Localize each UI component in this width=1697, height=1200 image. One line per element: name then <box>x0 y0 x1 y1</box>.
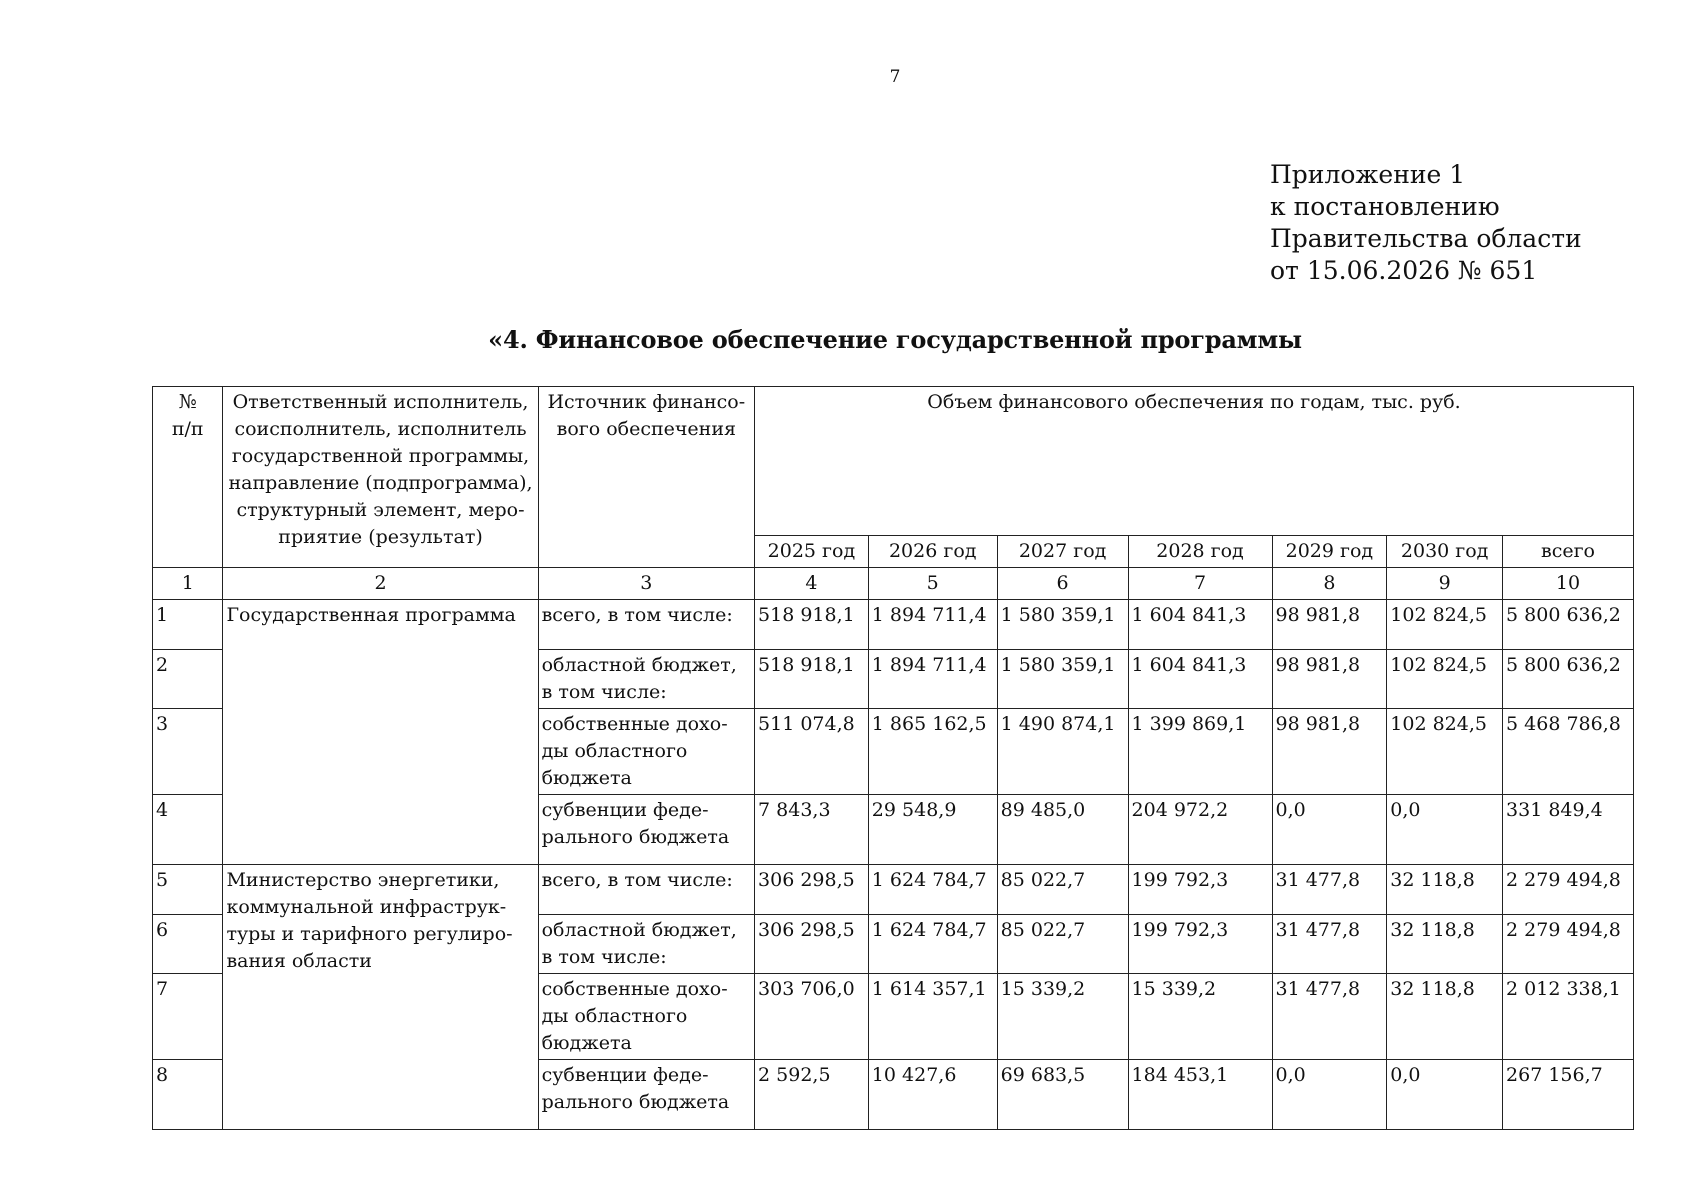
total-value-cell: 2 279 494,8 <box>1503 915 1634 974</box>
financing-table <box>152 386 1634 1130</box>
year-value-cell: 1 604 841,3 <box>1128 600 1272 650</box>
source-cell <box>538 709 754 795</box>
source-line: всего, в том числе: <box>541 604 733 626</box>
document-title: «4. Финансовое обеспечение государственной программы <box>488 325 1302 354</box>
year-value-cell: 511 074,8 <box>755 709 869 795</box>
year-value-cell: 0,0 <box>1272 795 1387 865</box>
year-value-cell: 7 843,3 <box>755 795 869 865</box>
year-value-cell: 102 824,5 <box>1387 600 1503 650</box>
year-value-cell: 518 918,1 <box>755 650 869 709</box>
source-line: бюджета <box>541 1032 632 1054</box>
total-value-cell: 5 800 636,2 <box>1503 600 1634 650</box>
executor-line: Министерство энергетики, <box>226 869 500 891</box>
total-value-cell: 5 468 786,8 <box>1503 709 1634 795</box>
source-line: собственные дохо- <box>541 713 728 735</box>
appendix-line: к постановлению <box>1270 192 1500 221</box>
source-line: областной бюджет, <box>541 654 737 676</box>
column-number: 6 <box>997 568 1128 600</box>
column-number-row <box>153 568 1634 600</box>
year-value-cell: 31 477,8 <box>1272 915 1387 974</box>
row-number: 5 <box>153 865 223 915</box>
column-number: 9 <box>1387 568 1503 600</box>
source-cell <box>538 600 754 650</box>
executor-line: Государственная программа <box>226 604 516 626</box>
source-line: субвенции феде- <box>541 1064 709 1086</box>
year-value-cell: 32 118,8 <box>1387 915 1503 974</box>
table-row <box>153 600 1634 650</box>
year-value-cell: 31 477,8 <box>1272 865 1387 915</box>
executor-line: вания области <box>226 950 372 972</box>
source-cell <box>538 974 754 1060</box>
year-value-cell: 29 548,9 <box>868 795 997 865</box>
year-value-cell: 0,0 <box>1387 795 1503 865</box>
row-number: 3 <box>153 709 223 795</box>
year-value-cell: 199 792,3 <box>1128 915 1272 974</box>
year-value-cell: 102 824,5 <box>1387 650 1503 709</box>
row-number: 7 <box>153 974 223 1060</box>
year-value-cell: 31 477,8 <box>1272 974 1387 1060</box>
year-value-cell: 15 339,2 <box>997 974 1128 1060</box>
appendix-line: от 15.06.2026 № 651 <box>1270 256 1538 285</box>
year-value-cell: 1 624 784,7 <box>868 865 997 915</box>
column-number: 3 <box>538 568 754 600</box>
year-value-cell: 98 981,8 <box>1272 600 1387 650</box>
header-executor: Ответственный исполнитель, соисполнитель, исполнитель государственной программы, направление (подпрограмма), структурный элемент, меро- приятие (результат) <box>223 387 538 568</box>
year-value-cell: 184 453,1 <box>1128 1060 1272 1130</box>
row-number: 2 <box>153 650 223 709</box>
row-number: 8 <box>153 1060 223 1130</box>
column-number: 7 <box>1128 568 1272 600</box>
header-year: 2027 год <box>997 536 1128 568</box>
year-value-cell: 303 706,0 <box>755 974 869 1060</box>
column-number: 8 <box>1272 568 1387 600</box>
year-value-cell: 1 490 874,1 <box>997 709 1128 795</box>
year-value-cell: 1 399 869,1 <box>1128 709 1272 795</box>
column-number: 2 <box>223 568 538 600</box>
year-value-cell: 1 580 359,1 <box>997 600 1128 650</box>
year-value-cell: 85 022,7 <box>997 915 1128 974</box>
appendix-line: Правительства области <box>1270 224 1582 253</box>
total-value-cell: 2 012 338,1 <box>1503 974 1634 1060</box>
total-value-cell: 2 279 494,8 <box>1503 865 1634 915</box>
year-value-cell: 10 427,6 <box>868 1060 997 1130</box>
source-cell <box>538 915 754 974</box>
appendix-block <box>1270 159 1582 287</box>
header-total: всего <box>1503 536 1634 568</box>
year-value-cell: 306 298,5 <box>755 865 869 915</box>
year-value-cell: 2 592,5 <box>755 1060 869 1130</box>
year-value-cell: 1 865 162,5 <box>868 709 997 795</box>
header-year: 2026 год <box>868 536 997 568</box>
source-cell <box>538 795 754 865</box>
header-source: Источник финансо- вого обеспечения <box>538 387 754 568</box>
header-volume: Объем финансового обеспечения по годам, тыс. руб. <box>755 387 1634 536</box>
header-year: 2030 год <box>1387 536 1503 568</box>
source-line: ды областного <box>541 740 688 762</box>
source-line: областной бюджет, <box>541 919 737 941</box>
year-value-cell: 98 981,8 <box>1272 650 1387 709</box>
year-value-cell: 102 824,5 <box>1387 709 1503 795</box>
source-line: рального бюджета <box>541 826 730 848</box>
year-value-cell: 1 894 711,4 <box>868 650 997 709</box>
row-number: 4 <box>153 795 223 865</box>
year-value-cell: 98 981,8 <box>1272 709 1387 795</box>
year-value-cell: 89 485,0 <box>997 795 1128 865</box>
column-number: 1 <box>153 568 223 600</box>
year-value-cell: 1 614 357,1 <box>868 974 997 1060</box>
year-value-cell: 1 894 711,4 <box>868 600 997 650</box>
source-line: ды областного <box>541 1005 688 1027</box>
source-line: субвенции феде- <box>541 799 709 821</box>
total-value-cell: 331 849,4 <box>1503 795 1634 865</box>
source-line: собственные дохо- <box>541 978 728 1000</box>
column-number: 5 <box>868 568 997 600</box>
year-value-cell: 1 604 841,3 <box>1128 650 1272 709</box>
appendix-line: Приложение 1 <box>1270 160 1466 189</box>
year-value-cell: 85 022,7 <box>997 865 1128 915</box>
executor-cell <box>223 865 538 1130</box>
header-year: 2025 год <box>755 536 869 568</box>
year-value-cell: 32 118,8 <box>1387 974 1503 1060</box>
year-value-cell: 0,0 <box>1387 1060 1503 1130</box>
header-year: 2028 год <box>1128 536 1272 568</box>
source-cell <box>538 650 754 709</box>
year-value-cell: 15 339,2 <box>1128 974 1272 1060</box>
year-value-cell: 518 918,1 <box>755 600 869 650</box>
executor-cell <box>223 600 538 865</box>
row-number: 1 <box>153 600 223 650</box>
executor-line: коммунальной инфраструк- <box>226 896 507 918</box>
total-value-cell: 267 156,7 <box>1503 1060 1634 1130</box>
header-year: 2029 год <box>1272 536 1387 568</box>
total-value-cell: 5 800 636,2 <box>1503 650 1634 709</box>
source-line: в том числе: <box>541 681 667 703</box>
column-number: 4 <box>755 568 869 600</box>
column-number: 10 <box>1503 568 1634 600</box>
source-line: бюджета <box>541 767 632 789</box>
source-line: в том числе: <box>541 946 667 968</box>
table-row <box>153 865 1634 915</box>
row-number: 6 <box>153 915 223 974</box>
source-line: рального бюджета <box>541 1091 730 1113</box>
source-cell <box>538 865 754 915</box>
year-value-cell: 204 972,2 <box>1128 795 1272 865</box>
page-number: 7 <box>889 67 901 87</box>
year-value-cell: 69 683,5 <box>997 1060 1128 1130</box>
year-value-cell: 199 792,3 <box>1128 865 1272 915</box>
executor-line: туры и тарифного регулиро- <box>226 923 513 945</box>
year-value-cell: 32 118,8 <box>1387 865 1503 915</box>
header-num: № п/п <box>153 387 223 568</box>
year-value-cell: 306 298,5 <box>755 915 869 974</box>
year-value-cell: 0,0 <box>1272 1060 1387 1130</box>
source-cell <box>538 1060 754 1130</box>
year-value-cell: 1 624 784,7 <box>868 915 997 974</box>
source-line: всего, в том числе: <box>541 869 733 891</box>
year-value-cell: 1 580 359,1 <box>997 650 1128 709</box>
